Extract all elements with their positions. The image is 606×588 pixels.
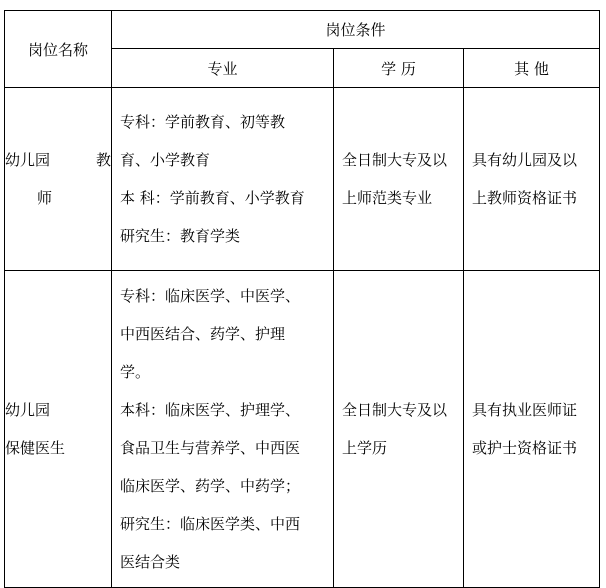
major-line: 中西医结合、药学、护理	[120, 325, 286, 343]
major-line: 研究生：临床医学类、中西	[120, 515, 301, 533]
major-line: 研究生：教育学类	[120, 227, 241, 245]
major-cell	[112, 88, 334, 271]
education-line: 全日制大专及以	[342, 151, 448, 169]
other-line: 或护士资格证书	[472, 439, 578, 457]
other-line: 具有执业医师证	[472, 401, 578, 419]
major-line: 学。	[120, 363, 151, 381]
major-line: 本科：临床医学、护理学、	[120, 401, 301, 419]
header-major: 专业	[112, 49, 334, 88]
other-line: 上教师资格证书	[472, 189, 578, 207]
table-row	[5, 88, 600, 271]
education-line: 上师范类专业	[342, 189, 433, 207]
position-name-part: 教	[95, 151, 111, 169]
position-name-line: 师	[37, 189, 53, 207]
header-education: 学 历	[334, 49, 464, 88]
position-name-cell	[5, 271, 112, 588]
major-line: 专科：临床医学、中医学、	[120, 287, 301, 305]
other-cell	[464, 271, 600, 588]
header-position-name: 岗位名称	[5, 11, 112, 88]
header-other: 其 他	[464, 49, 600, 88]
education-line: 上学历	[342, 439, 388, 457]
position-name-part: 幼儿园	[5, 151, 51, 169]
other-cell	[464, 88, 600, 271]
table-row	[5, 271, 600, 588]
major-line: 本 科：学前教育、小学教育	[120, 189, 305, 207]
recruitment-conditions-table	[4, 10, 600, 588]
major-line: 专科：学前教育、初等教	[120, 113, 286, 131]
other-line: 具有幼儿园及以	[472, 151, 578, 169]
position-name-cell	[5, 88, 112, 271]
major-line: 医结合类	[120, 553, 181, 571]
header-position-conditions: 岗位条件	[112, 11, 600, 49]
education-cell	[334, 88, 464, 271]
major-line: 临床医学、药学、中药学；	[120, 477, 301, 495]
major-line: 育、小学教育	[120, 151, 211, 169]
education-line: 全日制大专及以	[342, 401, 448, 419]
position-name-line	[5, 141, 111, 179]
position-name-line: 保健医生	[5, 439, 66, 457]
major-cell	[112, 271, 334, 588]
education-cell	[334, 271, 464, 588]
major-line: 食品卫生与营养学、中西医	[120, 439, 301, 457]
position-name-line: 幼儿园	[5, 401, 51, 419]
